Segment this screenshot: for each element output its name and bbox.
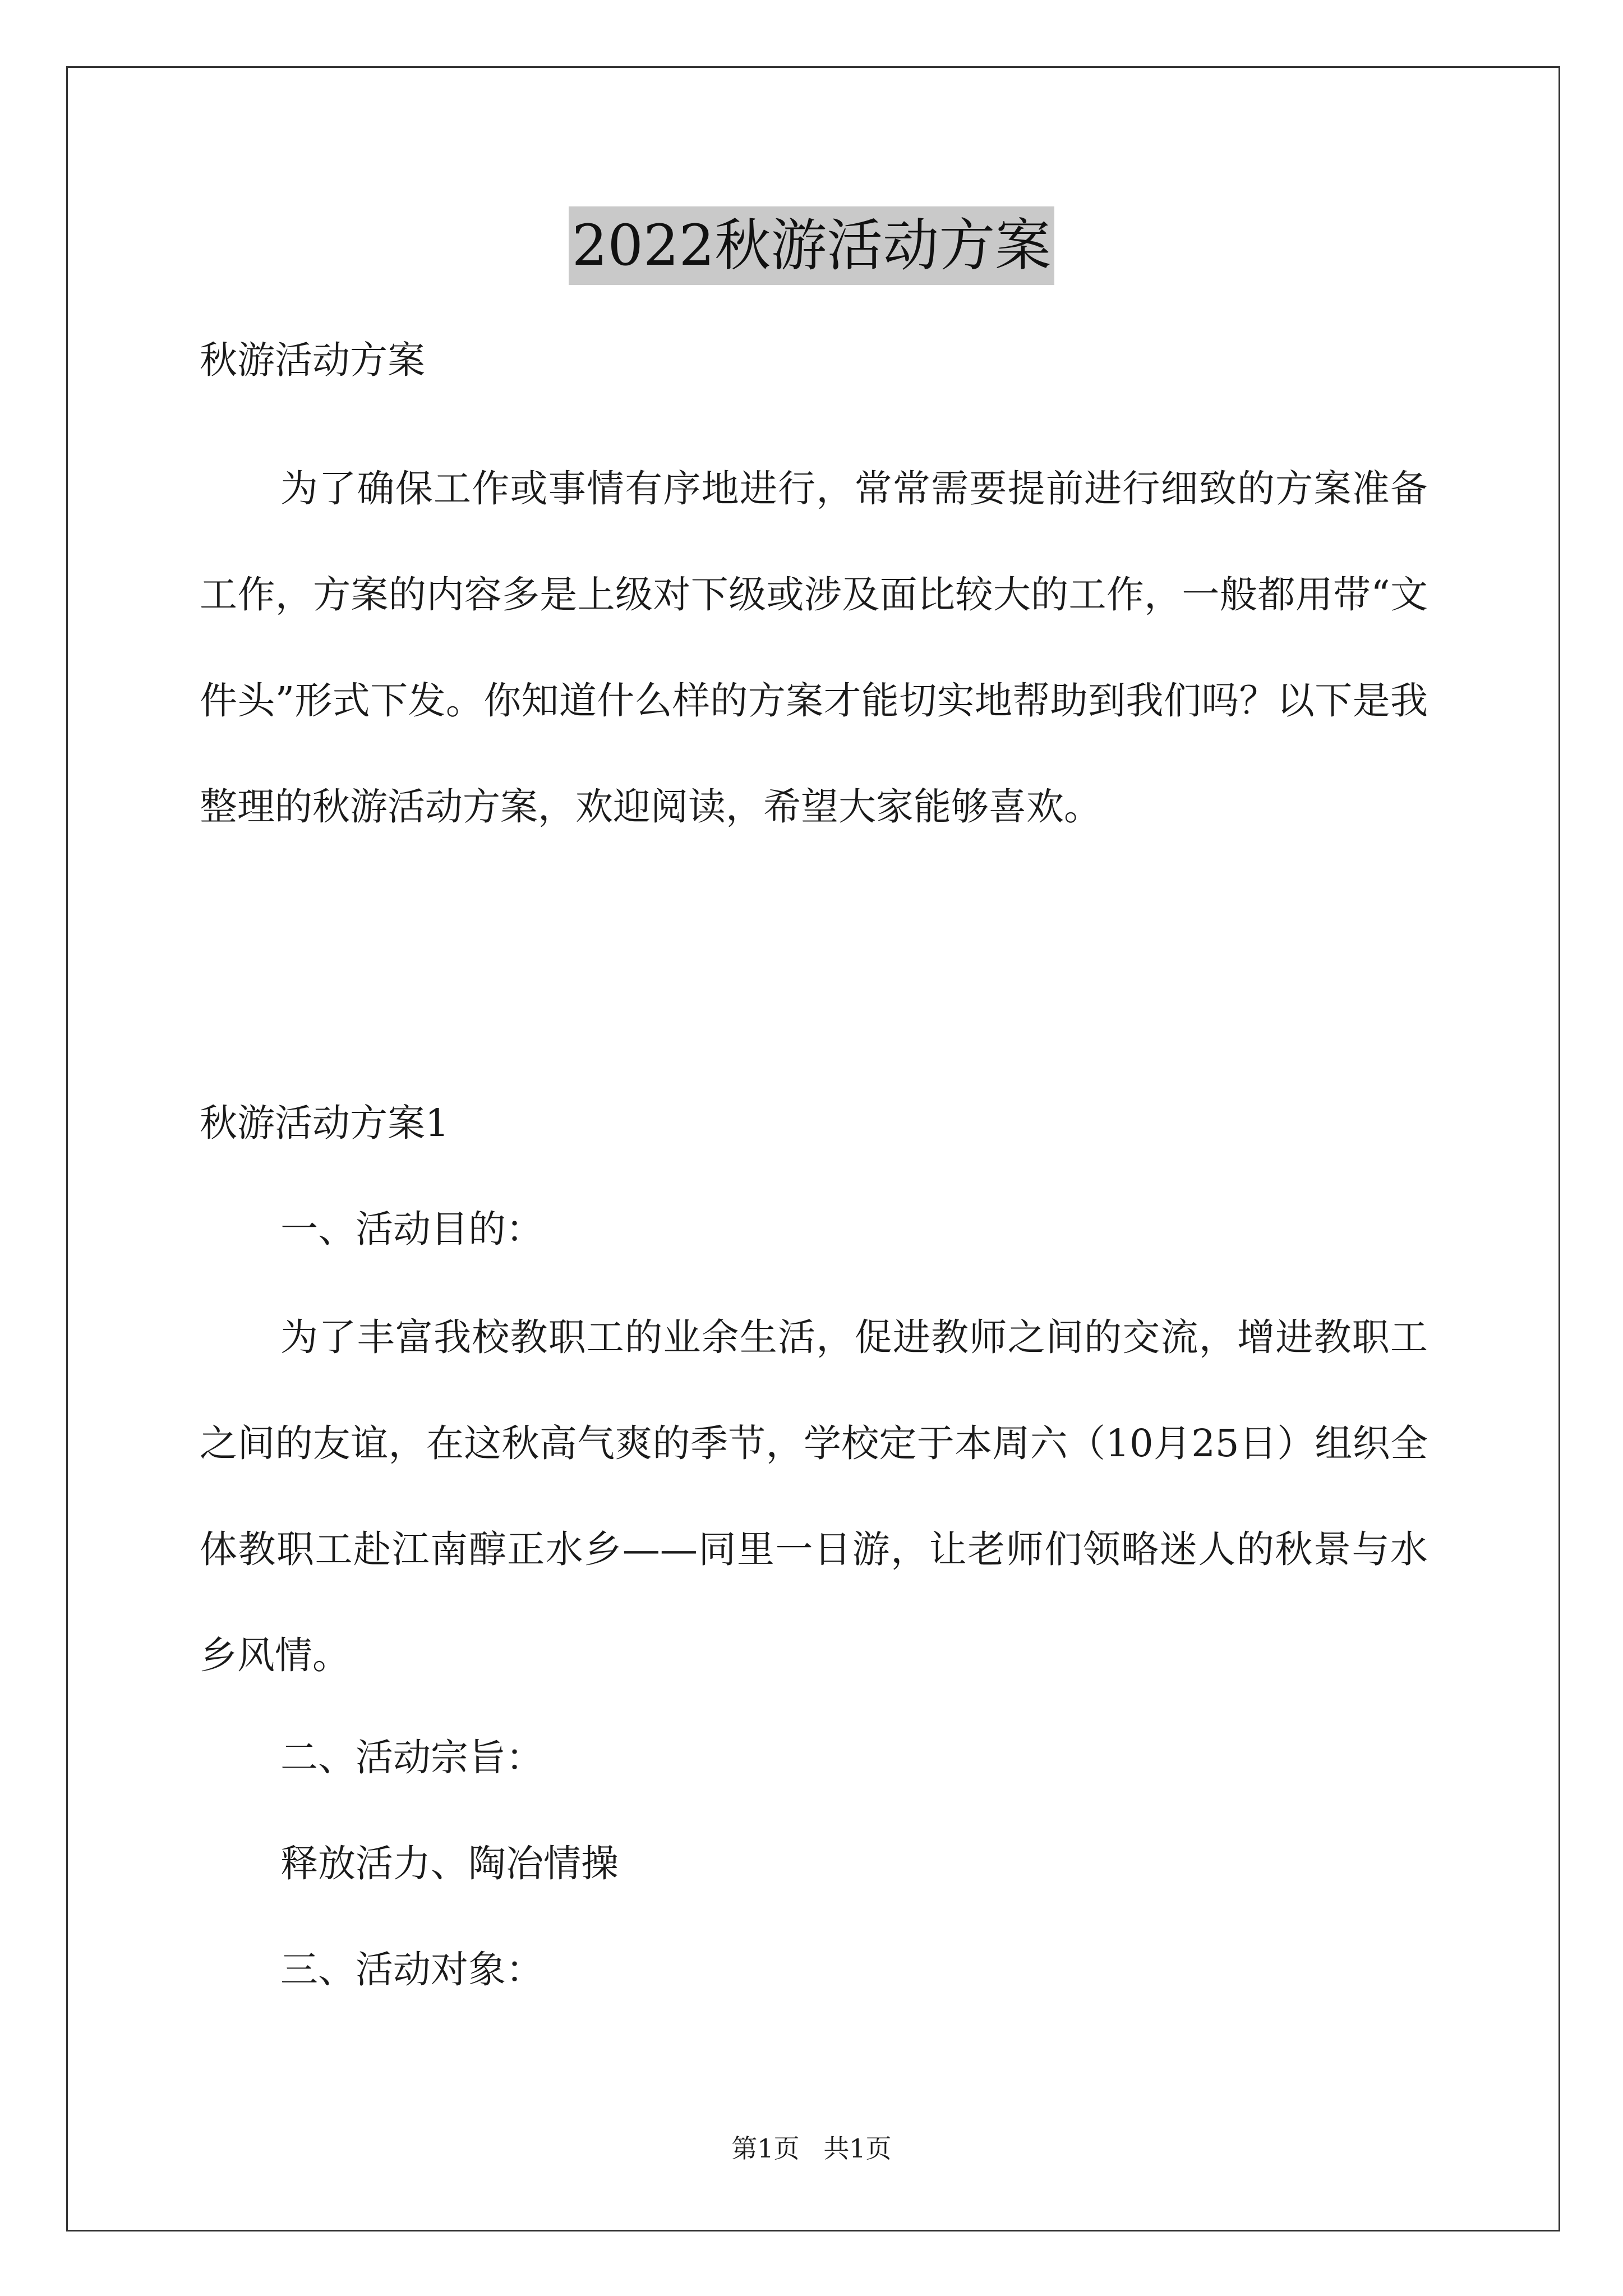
tenet-text: 释放活力、陶冶情操 <box>280 1842 619 1885</box>
page-total: 共1页 <box>823 2133 892 2164</box>
intro-paragraph: 为了确保工作或事情有序地进行，常常需要提前进行细致的方案准备工作，方案的内容多是上级对下级或涉及面比较大的工作，一般都用带“文件头”形式下发。你知道什么样的方案才能切实地帮助到我们吗？以下是我整理的秋游活动方案，欢迎阅读，希望大家能够喜欢。 <box>200 467 1428 829</box>
heading-activity-target: 三、活动对象： <box>280 1948 543 1991</box>
document-title: 2022秋游活动方案 <box>569 206 1055 285</box>
title-container <box>0 206 1623 285</box>
page-footer <box>0 2132 1623 2165</box>
section-title: 秋游活动方案1 <box>200 1101 449 1145</box>
page-number: 第1页 <box>731 2133 800 2164</box>
page-border <box>66 66 1560 2231</box>
purpose-paragraph: 为了丰富我校教职工的业余生活，促进教师之间的交流，增进教职工之间的友谊，在这秋高气爽的季节，学校定于本周六（10月25日）组织全体教职工赴江南醇正水乡——同里一日游，让老师们领略迷人的秋景与水乡风情。 <box>200 1315 1428 1677</box>
heading-activity-purpose: 一、活动目的： <box>280 1207 543 1251</box>
heading-activity-tenet: 二、活动宗旨： <box>280 1736 543 1779</box>
document-subtitle: 秋游活动方案 <box>200 338 425 382</box>
